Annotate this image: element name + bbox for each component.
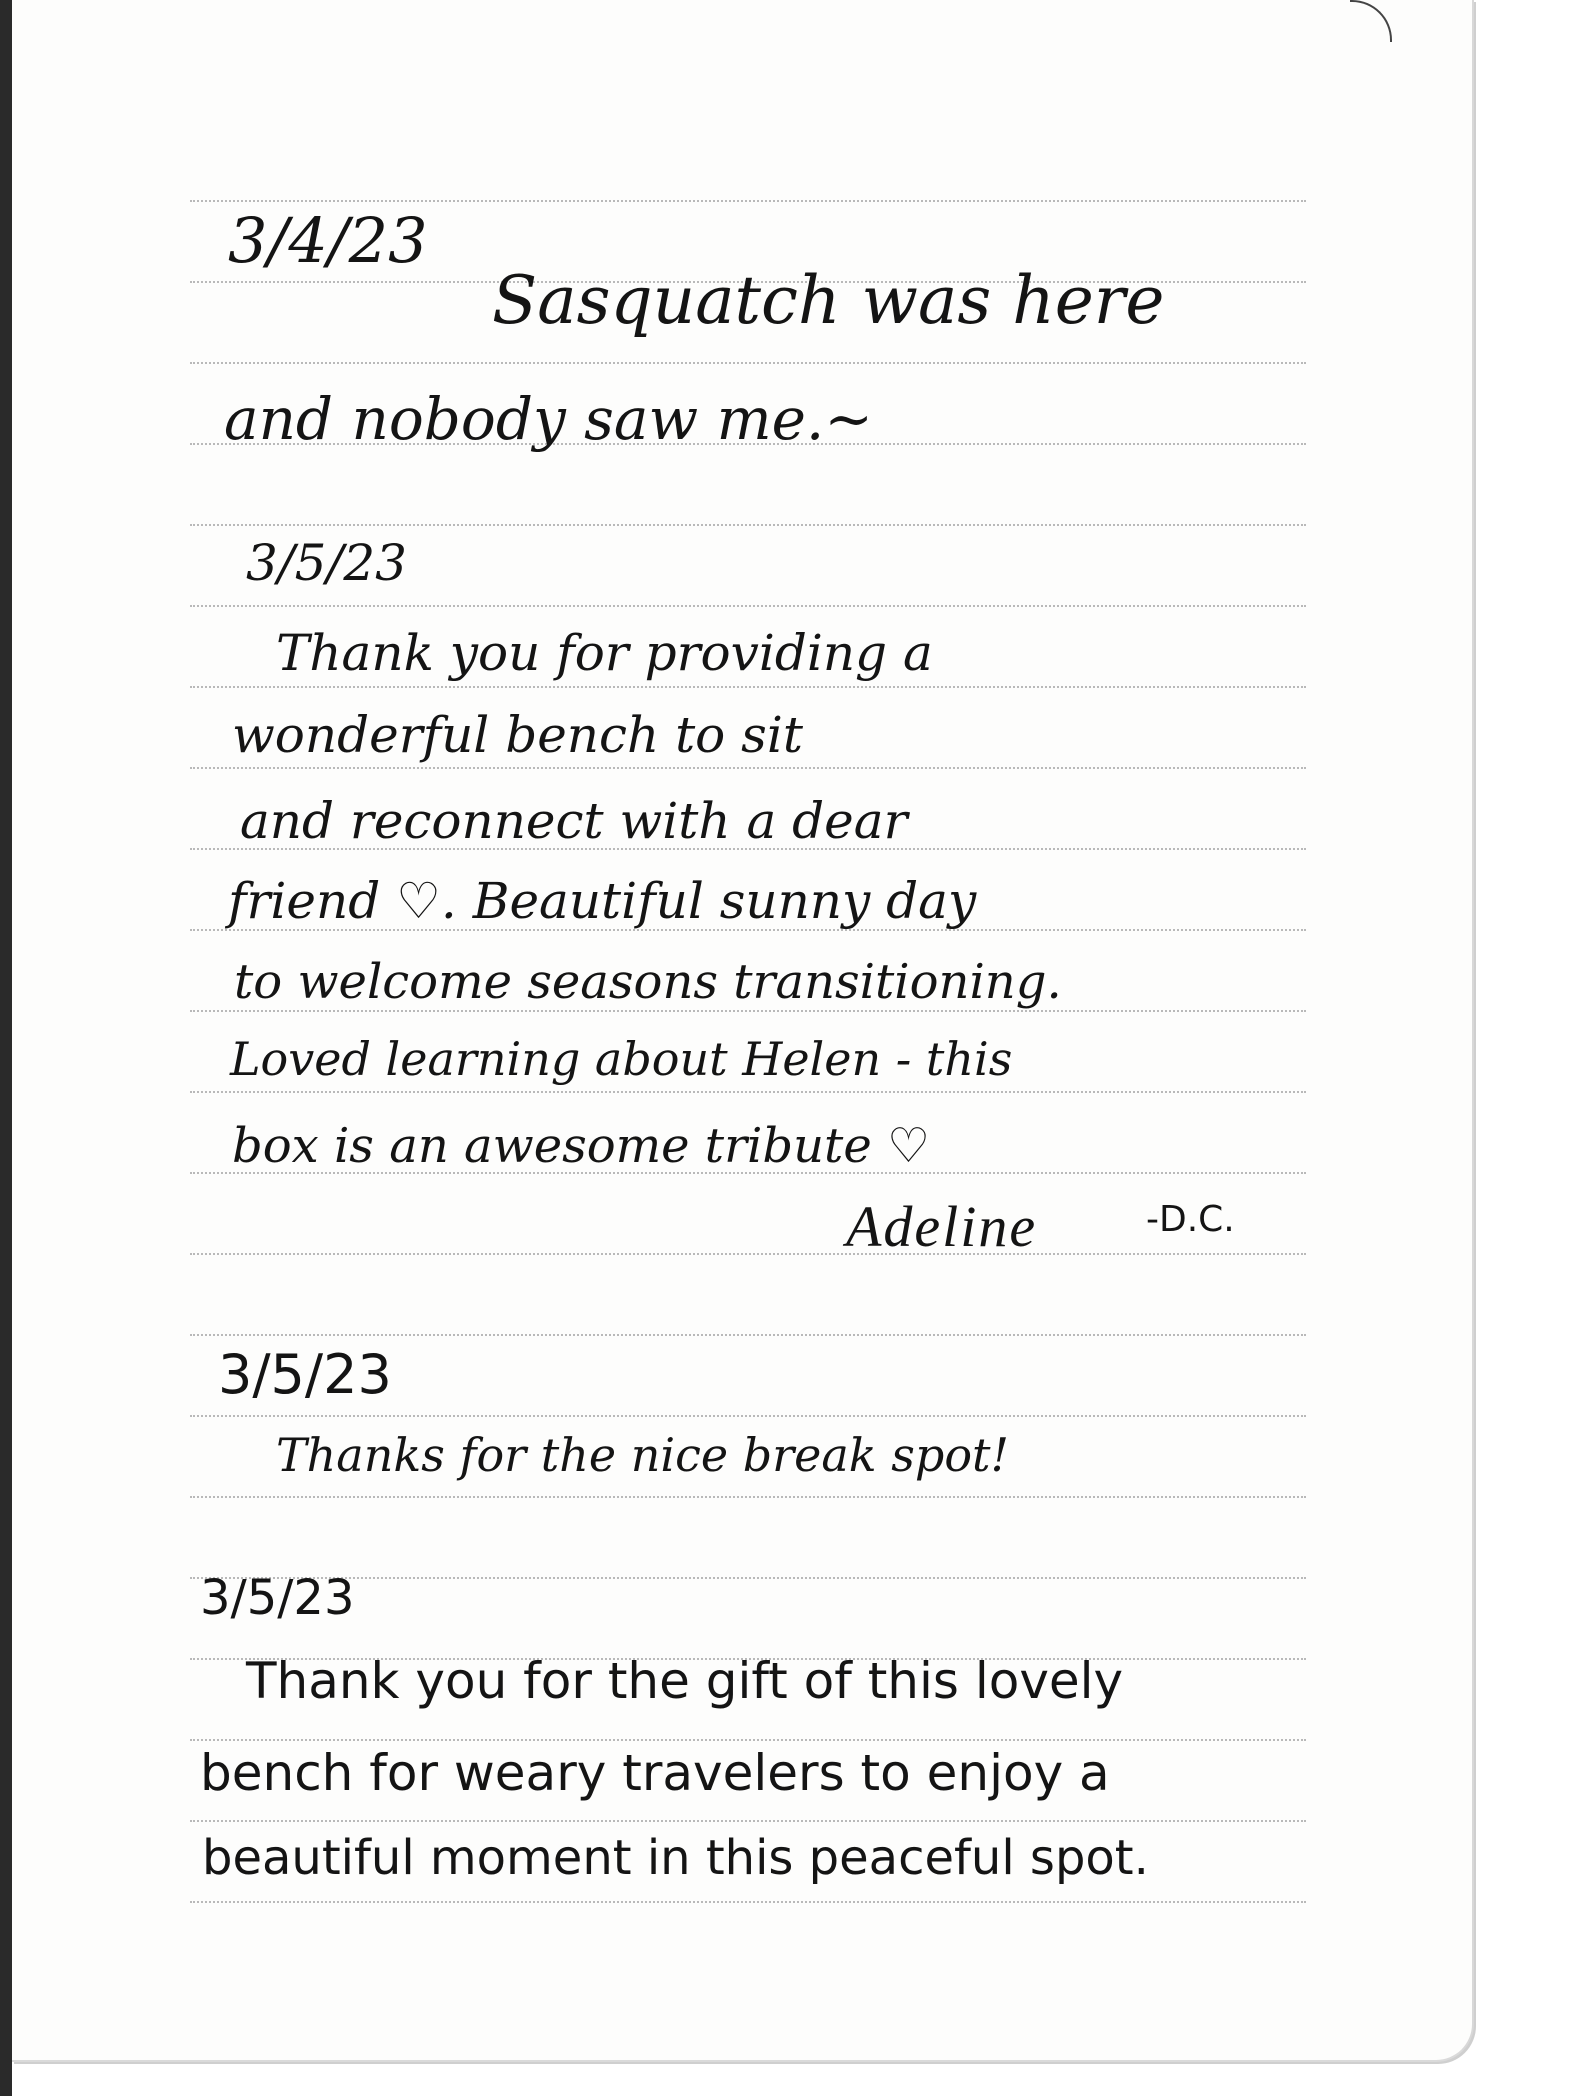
entry-date: 3/5/23 bbox=[200, 1570, 355, 1626]
page-corner bbox=[1350, 0, 1392, 42]
entry-line: Loved learning about Helen - this bbox=[230, 1032, 1013, 1086]
entry-line: Thanks for the nice break spot! bbox=[276, 1428, 1009, 1482]
entry-date: 3/5/23 bbox=[218, 1343, 392, 1406]
entry-line: Thank you for the gift of this lovely bbox=[246, 1652, 1124, 1710]
entry-line: beautiful moment in this peaceful spot. bbox=[202, 1830, 1149, 1886]
entry-line: Thank you for providing a bbox=[276, 624, 933, 682]
entry-line: to welcome seasons transitioning. bbox=[234, 954, 1062, 1010]
entry-line: bench for weary travelers to enjoy a bbox=[200, 1744, 1110, 1802]
entry-line: Sasquatch was here bbox=[492, 262, 1165, 339]
entry-line: friend ♡. Beautiful sunny day bbox=[228, 872, 977, 930]
signature-location: -D.C. bbox=[1146, 1199, 1235, 1240]
entry-date: 3/5/23 bbox=[246, 534, 407, 592]
entry-line: wonderful bench to sit bbox=[232, 706, 803, 764]
entry-line: and reconnect with a dear bbox=[240, 792, 908, 850]
entry-line: box is an awesome tribute ♡ bbox=[232, 1118, 931, 1174]
entry-line: and nobody saw me.~ bbox=[224, 385, 873, 453]
entry-date: 3/4/23 bbox=[228, 204, 428, 277]
signature: Adeline bbox=[846, 1194, 1038, 1259]
scan-edge-shadow bbox=[0, 0, 12, 2096]
